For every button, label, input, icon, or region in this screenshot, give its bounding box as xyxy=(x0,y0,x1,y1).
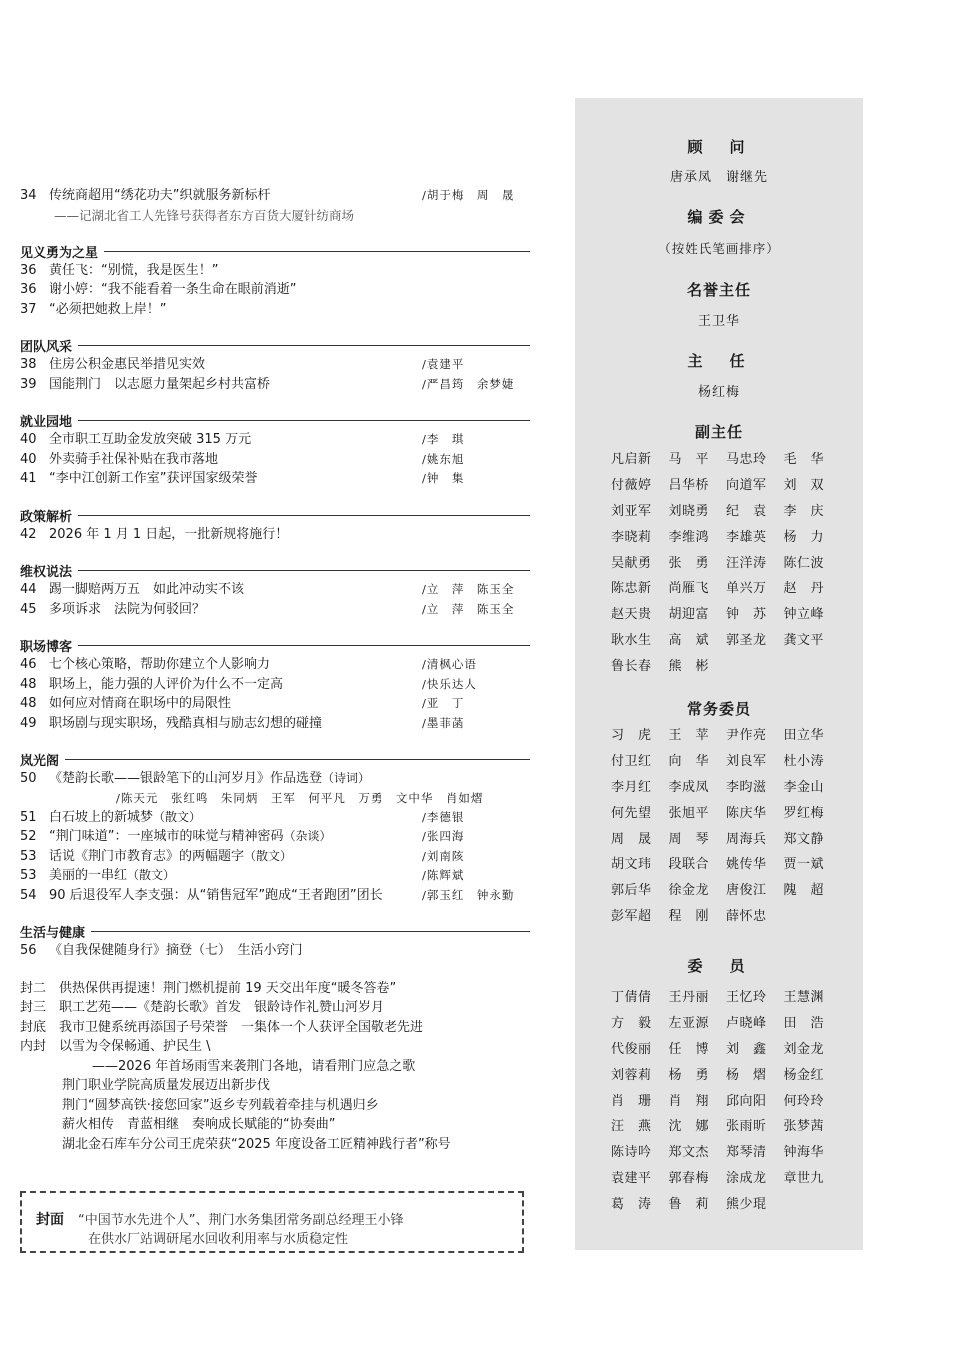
person-name: 胡文玮 xyxy=(611,857,652,873)
person-name: 王丹丽 xyxy=(668,990,710,1005)
insert-item[interactable]: 内封 以雪为令保畅通、护民生 \ xyxy=(20,1039,211,1054)
person-name: 习 虎 xyxy=(611,728,652,743)
toc-item[interactable] xyxy=(20,280,530,300)
insert-item[interactable]: 荆门“圆梦高铁·接您回家”返乡专列载着牵挂与机遇归乡 xyxy=(62,1097,379,1113)
article-author: /立 萍 陈玉全 xyxy=(422,582,515,596)
person-name: 凡启新 xyxy=(611,452,652,467)
advisor-names: 唐承凤 谢继先 xyxy=(669,170,768,185)
article-author: /胡于梅 周 晟 xyxy=(422,188,515,202)
insert-item[interactable]: 薪火相传 青蓝相继 奏响成长赋能的“协奏曲” xyxy=(62,1117,336,1132)
article-author: /张四海 xyxy=(422,829,465,843)
person-name: 付薇婷 xyxy=(611,477,652,493)
person-name: 马忠玲 xyxy=(726,452,767,467)
director-name: 杨红梅 xyxy=(697,385,740,400)
page-number: 49 xyxy=(20,715,37,731)
article-title: 话说《荆门市教育志》的两幅题字（散文） xyxy=(49,848,293,864)
article-author: /李德银 xyxy=(422,809,465,824)
person-name: 鲁 莉 xyxy=(668,1197,710,1213)
page-number: 48 xyxy=(20,696,37,711)
person-name: 何玲玲 xyxy=(783,1093,825,1109)
toc-item[interactable] xyxy=(20,469,530,489)
person-name: 周海兵 xyxy=(726,831,767,847)
person-name: 程 刚 xyxy=(668,909,710,925)
person-name: 肖 珊 xyxy=(611,1093,652,1109)
person-name: 杨 勇 xyxy=(668,1067,710,1083)
article-author: /刘南陔 xyxy=(422,848,465,863)
insert-item[interactable]: 湖北金石库车分公司王虎荣获“2025 年度设备工匠精神践行者”称号 xyxy=(62,1136,451,1152)
article-author: /快乐达人 xyxy=(422,676,477,691)
toc-item[interactable] xyxy=(20,941,530,961)
article-title: 全市职工互助金发放突破 315 万元 xyxy=(49,432,252,447)
section-heading: 职场博客 xyxy=(20,636,530,655)
committee-heading: 编委会 xyxy=(687,208,751,226)
person-name: 杨金红 xyxy=(783,1067,825,1083)
person-name: 尹作亮 xyxy=(726,728,767,743)
advisor-heading: 顾 问 xyxy=(687,138,751,156)
person-name: 李雄英 xyxy=(726,529,767,545)
person-name: 李月红 xyxy=(611,779,652,795)
person-name: 陈诗吟 xyxy=(611,1145,652,1161)
cover-caption-line: “中国节水先进个人”、荆门水务集团常务副总经理王小锋 xyxy=(78,1213,404,1228)
toc-item[interactable] xyxy=(20,355,530,375)
person-name: 田立华 xyxy=(783,728,825,743)
article-title: 《自我保健随身行》摘登（七） 生活小窍门 xyxy=(49,943,303,958)
toc-item[interactable] xyxy=(20,847,530,867)
toc-section xyxy=(20,336,530,394)
person-name: 田 浩 xyxy=(783,1015,825,1031)
person-name: 鲁长春 xyxy=(611,659,652,675)
person-name: 丁倩倩 xyxy=(611,990,652,1005)
article-title: 《楚韵长歌——银龄笔下的山河岁月》作品选登（诗词） xyxy=(49,771,371,786)
person-name: 马 平 xyxy=(668,452,710,467)
article-title: 传统商超用“绣花功夫”织就服务新标杆 xyxy=(49,188,271,203)
director-heading: 主 任 xyxy=(687,352,751,370)
person-name: 郑文静 xyxy=(783,831,825,847)
person-name: 周 晟 xyxy=(611,831,652,847)
article-author: /李 琪 xyxy=(422,432,465,446)
person-name: 贾一斌 xyxy=(783,857,825,873)
toc-item[interactable] xyxy=(20,694,530,714)
person-name: 尚雁飞 xyxy=(668,581,710,597)
toc-item[interactable] xyxy=(20,375,530,395)
members-list xyxy=(611,985,841,1218)
section-heading: 岚光阁 xyxy=(20,750,530,769)
person-name: 熊 彬 xyxy=(668,659,710,675)
person-name: 任 博 xyxy=(668,1041,710,1057)
toc-item[interactable] xyxy=(20,714,530,734)
article-title: 踢一脚赔两万五 如此冲动实不该 xyxy=(49,582,245,597)
person-name: 李成凤 xyxy=(668,779,710,795)
person-name: 陈忠新 xyxy=(611,581,652,597)
article-title: 外卖骑手社保补贴在我市落地 xyxy=(49,451,219,467)
article-title: 2026 年 1 月 1 日起，一批新规将施行！ xyxy=(49,526,289,542)
toc-section xyxy=(20,561,530,619)
person-name: 郑文杰 xyxy=(668,1145,710,1161)
person-name: 王 苹 xyxy=(668,728,710,743)
person-name: 李晓莉 xyxy=(611,529,652,545)
editorial-board-panel xyxy=(575,98,863,1250)
person-name: 李昀滋 xyxy=(726,779,767,795)
article-title: 职场上，能力强的人评价为什么不一定高 xyxy=(49,676,284,692)
page-number: 40 xyxy=(20,451,37,467)
toc-item[interactable] xyxy=(20,886,530,906)
person-name: 刘蓉莉 xyxy=(611,1067,652,1083)
person-name: 李 庆 xyxy=(783,503,825,519)
page-number: 36 xyxy=(20,262,37,278)
page-number: 48 xyxy=(20,676,37,692)
person-name: 张旭平 xyxy=(668,805,710,821)
toc-item[interactable] xyxy=(20,430,530,450)
person-name: 肖 翔 xyxy=(668,1093,710,1109)
page-number: 56 xyxy=(20,943,37,958)
person-name: 徐金龙 xyxy=(668,883,710,899)
toc-section xyxy=(20,411,530,489)
article-author: /立 萍 陈玉全 xyxy=(422,601,515,616)
insert-item[interactable]: ——2026 年首场雨雪来袭荆门各地，请看荆门应急之歌 xyxy=(92,1058,416,1074)
article-title: 多项诉求 法院为何驳回？ xyxy=(49,601,206,617)
toc-item[interactable] xyxy=(20,186,530,206)
toc-section xyxy=(20,242,530,320)
toc-section xyxy=(20,636,530,733)
person-name: 付卫红 xyxy=(611,753,652,769)
person-name: 刘 鑫 xyxy=(726,1041,767,1057)
deputy-heading: 副主任 xyxy=(694,423,743,441)
person-name: 章世九 xyxy=(783,1171,825,1187)
article-author: /严昌筠 余梦婕 xyxy=(422,376,515,391)
section-heading: 团队风采 xyxy=(20,336,530,355)
toc-section xyxy=(20,506,530,545)
page-number: 34 xyxy=(20,188,37,203)
article-title: “必须把她救上岸！” xyxy=(49,301,167,317)
article-title: 白石坡上的新城梦（散文） xyxy=(49,809,202,825)
page-number: 41 xyxy=(20,471,37,486)
person-name: 熊少琨 xyxy=(726,1197,767,1213)
person-name: 杜小涛 xyxy=(783,753,825,769)
person-name: 郭圣龙 xyxy=(726,633,767,649)
section-heading: 生活与健康 xyxy=(20,922,530,941)
insert-item[interactable]: 封二 供热保供再提速！荆门燃机提前 19 天交出年度“暖冬答卷” xyxy=(20,980,397,996)
person-name: 吕华桥 xyxy=(668,477,710,493)
page-number: 45 xyxy=(20,601,37,617)
toc-item[interactable] xyxy=(20,769,530,789)
article-title: “荆门味道”：一座城市的味觉与精神密码（杂谈） xyxy=(49,829,332,844)
page-number: 53 xyxy=(20,848,37,864)
person-name: 刘金龙 xyxy=(783,1041,825,1057)
person-name: 袁建平 xyxy=(611,1171,652,1187)
person-name: 葛 涛 xyxy=(611,1197,652,1213)
person-name: 唐俊江 xyxy=(726,883,767,899)
page-number: 44 xyxy=(20,582,37,597)
article-title: 谢小婷：“我不能看着一条生命在眼前消逝” xyxy=(49,282,297,297)
page-number: 52 xyxy=(20,829,37,844)
toc-item[interactable] xyxy=(20,866,530,886)
article-author: /墨菲菡 xyxy=(422,715,465,730)
toc-item[interactable] xyxy=(20,300,530,320)
person-name: 郑琴清 xyxy=(726,1145,767,1161)
person-name: 郭后华 xyxy=(611,883,652,899)
article-author: /钟 集 xyxy=(422,471,465,485)
toc-item[interactable] xyxy=(20,808,530,828)
person-name: 吴献勇 xyxy=(611,555,652,571)
person-name: 李金山 xyxy=(783,779,825,795)
members-heading: 委 员 xyxy=(687,957,751,975)
page-number: 50 xyxy=(20,771,37,786)
standing-heading: 常务委员 xyxy=(686,700,751,718)
person-name: 钟立峰 xyxy=(783,607,825,623)
person-name: 赵天贵 xyxy=(611,607,652,623)
person-name: 涂成龙 xyxy=(726,1171,767,1187)
person-name: 薛怀忠 xyxy=(726,909,767,925)
article-title: 90 后退役军人李支强：从“销售冠军”跑成“王者跑团”团长 xyxy=(49,887,383,903)
person-name: 杨 熠 xyxy=(726,1067,767,1083)
person-name: 胡迎富 xyxy=(668,607,710,623)
page-number: 39 xyxy=(20,376,37,392)
person-name: 单兴万 xyxy=(726,581,767,597)
toc-item[interactable] xyxy=(20,261,530,281)
insert-item[interactable]: 封三 职工艺苑——《楚韵长歌》首发 银龄诗作礼赞山河岁月 xyxy=(20,1000,385,1015)
article-author: /郭玉红 钟永勤 xyxy=(422,887,515,902)
person-name: 方 毅 xyxy=(611,1015,652,1031)
person-name: 彭军超 xyxy=(611,909,652,925)
person-name: 毛 华 xyxy=(783,452,825,467)
person-name: 钟海华 xyxy=(783,1145,825,1161)
person-name: 刘亚军 xyxy=(611,503,652,519)
honorary-heading: 名誉主任 xyxy=(686,281,751,299)
person-name: 汪 燕 xyxy=(611,1119,652,1135)
person-name: 王忆玲 xyxy=(726,990,767,1005)
toc-item[interactable] xyxy=(20,580,530,600)
toc-item[interactable] xyxy=(20,655,530,675)
article-title: 国能荆门 以志愿力量架起乡村共富桥 xyxy=(49,376,271,392)
page-number: 36 xyxy=(20,282,37,297)
person-name: 张 勇 xyxy=(668,555,710,571)
insert-item[interactable]: 荆门职业学院高质量发展迈出新步伐 xyxy=(62,1078,271,1093)
article-author: /清枫心语 xyxy=(422,657,477,671)
person-name: 汪洋涛 xyxy=(726,555,767,571)
page-number: 51 xyxy=(20,809,37,825)
person-name: 陈仁波 xyxy=(783,555,825,571)
article-title: 黄任飞：“别慌，我是医生！” xyxy=(49,262,219,278)
page-number: 46 xyxy=(20,657,37,672)
person-name: 高 斌 xyxy=(668,633,710,649)
person-name: 杨 力 xyxy=(783,529,825,545)
person-name: 段联合 xyxy=(668,857,710,873)
section-heading: 维权说法 xyxy=(20,561,530,580)
person-name: 钟 苏 xyxy=(726,607,767,623)
person-name: 向道军 xyxy=(726,477,767,493)
person-name: 李维鸿 xyxy=(668,529,710,545)
toc-item[interactable] xyxy=(20,827,530,847)
table-of-contents xyxy=(20,186,530,1153)
article-title: 住房公积金惠民举措见实效 xyxy=(49,357,206,372)
person-name: 左亚源 xyxy=(668,1015,710,1031)
person-name: 张梦茜 xyxy=(783,1119,825,1135)
person-name: 陈庆华 xyxy=(726,805,767,821)
person-name: 沈 娜 xyxy=(668,1119,710,1135)
toc-item[interactable] xyxy=(20,600,530,620)
person-name: 隗 超 xyxy=(783,883,825,899)
person-name: 耿水生 xyxy=(611,633,652,649)
article-author: /袁建平 xyxy=(422,357,465,371)
person-name: 罗红梅 xyxy=(783,805,825,821)
cover-label: 封面 xyxy=(36,1212,64,1228)
section-heading: 就业园地 xyxy=(20,411,530,430)
cover-caption-box xyxy=(20,1191,524,1253)
article-author: /陈辉斌 xyxy=(422,868,465,882)
article-title: 职场剧与现实职场，残酷真相与励志幻想的碰撞 xyxy=(49,715,323,731)
article-title: “李中江创新工作室”获评国家级荣誉 xyxy=(49,471,258,486)
person-name: 龚文平 xyxy=(783,633,825,649)
toc-item[interactable] xyxy=(20,675,530,695)
insert-item[interactable]: 封底 我市卫健系统再添国子号荣誉 一集体一个人获评全国敬老先进 xyxy=(20,1019,424,1035)
person-name: 代俊丽 xyxy=(611,1041,652,1057)
page-number: 53 xyxy=(20,868,37,883)
section-heading: 政策解析 xyxy=(20,506,530,525)
person-name: 何先望 xyxy=(611,805,652,821)
person-name: 周 琴 xyxy=(668,831,710,847)
page-number: 42 xyxy=(20,526,37,542)
article-author: /亚 丁 xyxy=(422,696,465,710)
toc-item[interactable] xyxy=(20,450,530,470)
standing-list xyxy=(611,723,841,930)
person-name: 纪 袁 xyxy=(726,503,767,519)
person-name: 张雨昕 xyxy=(726,1119,767,1135)
page-number: 38 xyxy=(20,357,37,372)
committee-note: （按姓氏笔画排序） xyxy=(658,241,780,256)
person-name: 卢晓峰 xyxy=(726,1015,767,1031)
honorary-name: 王卫华 xyxy=(697,314,740,329)
article-subtitle: ——记湖北省工人先锋号获得者东方百货大厦针纺商场 xyxy=(54,207,355,223)
person-name: 刘良军 xyxy=(726,753,767,769)
article-title: 如何应对情商在职场中的局限性 xyxy=(49,696,232,711)
page-number: 40 xyxy=(20,432,37,447)
page-number: 37 xyxy=(20,301,37,317)
toc-item[interactable] xyxy=(20,525,530,545)
section-lanting xyxy=(20,750,530,905)
person-name: 王慧渊 xyxy=(783,990,825,1005)
article-authors: /陈天元 张红鸣 朱同炳 王军 何平凡 万勇 文中华 肖如熠 xyxy=(116,790,484,805)
person-name: 赵 丹 xyxy=(783,581,825,597)
person-name: 姚传华 xyxy=(726,857,767,873)
section-health xyxy=(20,922,530,961)
article-author: /姚东旭 xyxy=(422,451,465,466)
person-name: 郭春梅 xyxy=(668,1171,710,1187)
person-name: 向 华 xyxy=(668,753,710,769)
insert-pages xyxy=(20,977,530,1153)
section-heading: 见义勇为之星 xyxy=(20,242,530,261)
person-name: 刘 双 xyxy=(783,477,825,493)
person-name: 刘晓勇 xyxy=(668,503,710,519)
article-title: 美丽的一串红（散文） xyxy=(49,868,176,883)
page-number: 54 xyxy=(20,887,37,903)
article-title: 七个核心策略，帮助你建立个人影响力 xyxy=(49,657,271,672)
cover-caption-line: 在供水厂站调研尾水回收利用率与水质稳定性 xyxy=(88,1232,349,1247)
person-name: 邱向阳 xyxy=(726,1093,767,1109)
deputy-list xyxy=(611,447,841,680)
